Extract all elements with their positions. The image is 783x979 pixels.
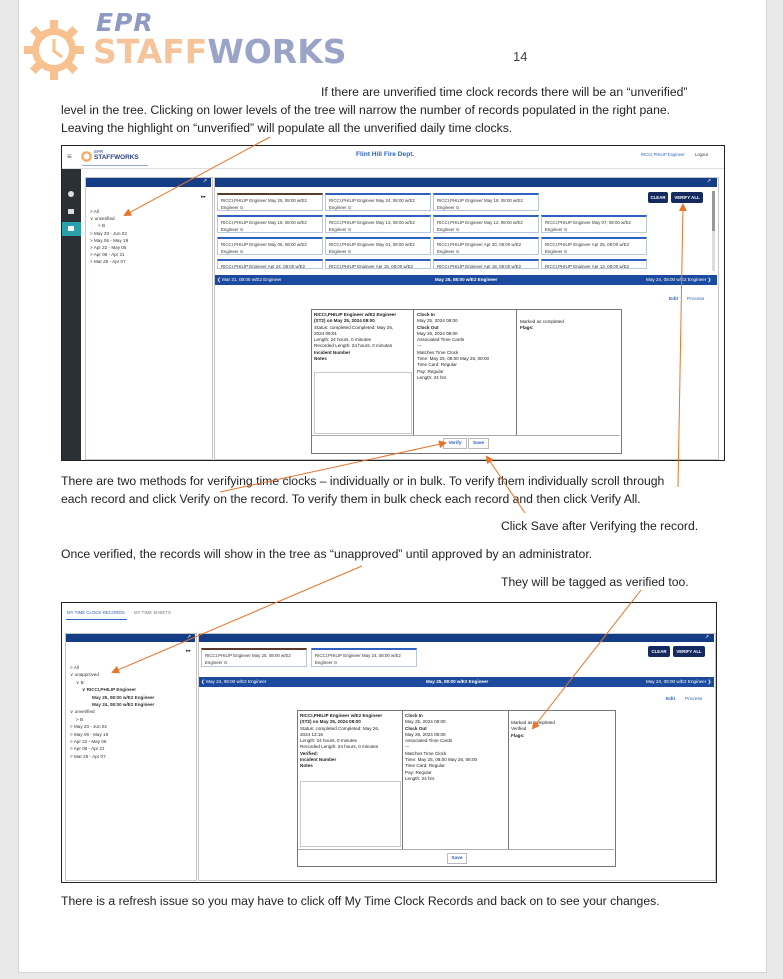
tree-item-unverified[interactable]: ∨ unverified	[90, 216, 115, 222]
tree-item-b[interactable]: > B	[98, 223, 106, 229]
tree-item-range-1[interactable]: > May 20 - Jun 02	[90, 230, 127, 236]
save-button[interactable]: Save	[447, 853, 467, 864]
prev-record-link[interactable]: ❮ May 24, 08:00 w/E2 Engineer	[201, 679, 267, 684]
record-card[interactable]: RICCI,PHILIP Engineer Apr 24, 08:00 w/E2	[217, 259, 323, 269]
record-card[interactable]: RICCI,PHILIP Engineer May 13, 08:00 w/E2 Engineer ⊙	[325, 215, 431, 233]
detail-column-summary: RICCI,PHILIP Engineer w/E2 Engineer (ST2) on May 25, 2024 08:00 Status: completed Completed: May 26, 2024 13:16 Length: 24 hours, 0 minutes Recorded Length: 24 hours, 0 minutes Verified: Incident Number Notes	[300, 713, 383, 769]
next-record-link[interactable]: May 24, 08:00 w/E2 Engineer ❯	[646, 277, 712, 282]
logout-link[interactable]: Logout	[695, 152, 708, 157]
clear-button[interactable]: CLEAR	[648, 192, 668, 203]
hamburger-menu-icon[interactable]: ≡	[67, 152, 72, 161]
tree-expand-icon[interactable]: ➚	[187, 634, 192, 640]
tree-item-range-4[interactable]: > Apr 08 - Apr 21	[90, 252, 125, 258]
tree-item-range-2[interactable]: > May 06 - May 19	[90, 237, 129, 243]
app-logo-name: STAFFWORKS	[94, 154, 139, 161]
paragraph-1-line-3: Leaving the highlight on “unverified” will populate all the unverified daily time clocks.	[61, 121, 513, 135]
tab-my-time-sheets[interactable]: MY TIME SHEETS	[134, 610, 171, 615]
paragraph-3: Click Save after Verifying the record.	[501, 519, 699, 533]
paragraph-2-line-2: each record and click Verify on the record. To verify them in bulk check each record and then click Verify All.	[61, 492, 641, 506]
record-card[interactable]: RICCI,PHILIP Engineer May 24, 08:00 w/E2 Engineer ⊙	[311, 648, 417, 667]
paragraph-2-line-1: There are two methods for verifying time clocks – individually or in bulk. To verify them individually scroll through	[61, 474, 665, 488]
arrow-to-verify-button	[220, 443, 445, 492]
tree-item-range-4[interactable]: > Apr 08 - Apr 21	[70, 746, 105, 752]
detail-column-flags: Marked as completed Flags:	[520, 319, 564, 331]
tree-item-range-2[interactable]: > May 06 - May 19	[70, 731, 109, 737]
tree-item-all[interactable]: > All	[70, 665, 79, 670]
detail-column-flags: Marked as completed Verified Flags:	[511, 720, 555, 738]
edit-link[interactable]: Edit	[666, 697, 676, 702]
arrow-to-unapproved-tree	[113, 566, 362, 672]
tree-item-range-5[interactable]: > Mar 25 - Apr 07	[90, 259, 126, 265]
record-card[interactable]: RICCI,PHILIP Engineer May 06, 08:00 w/E2 Engineer ⊙	[217, 237, 323, 255]
arrow-to-verify-all-button	[678, 205, 683, 487]
process-link[interactable]: Process	[687, 297, 705, 302]
department-title: Flint Hill Fire Dept.	[356, 151, 415, 158]
tree-item-range-1[interactable]: > May 20 - Jun 02	[70, 724, 107, 730]
clear-button[interactable]: CLEAR	[648, 646, 670, 657]
paragraph-5: They will be tagged as verified too.	[501, 575, 689, 589]
next-record-link[interactable]: May 24, 08:00 w/E2 Engineer ❯	[646, 679, 712, 684]
verify-button[interactable]: Verify	[443, 438, 467, 449]
records-expand-icon[interactable]: ➚	[707, 178, 712, 184]
edit-link[interactable]: Edit	[669, 297, 679, 302]
paragraph-1-line-1: If there are unverified time clock records there will be an “unverified”	[321, 85, 688, 99]
tree-expand-icon[interactable]: ➚	[203, 178, 208, 184]
detail-column-clock: Clock In May 25, 2024 08:00 Clock Out May 26, 2024 08:00 Associated Time Cards --- Matches Time Clock Time: May 25, 08:00 May 26, 08:00 Time Card: Regular Pay: Regular Length: 24 hrs	[405, 713, 478, 781]
prev-record-link[interactable]: ❮ Mar 21, 08:00 w/E2 Engineer	[217, 277, 282, 282]
logo-staffworks-text: STAFFWORKS	[93, 32, 347, 71]
record-card[interactable]: RICCI,PHILIP Engineer Apr 30, 08:00 w/E2 Engineer ⊙	[433, 237, 539, 255]
logo-epr-text: EPR	[96, 8, 154, 37]
tree-item-range-3[interactable]: > Apr 22 - May 05	[90, 245, 127, 251]
record-card[interactable]: RICCI,PHILIP Engineer Apr 13, 08:00 w/E2	[541, 259, 647, 269]
arrow-to-verified-flag	[533, 590, 641, 728]
tree-item-unapproved[interactable]: ∨ unapproved	[70, 672, 99, 678]
tree-item-b[interactable]: ∨ B	[76, 679, 84, 685]
tree-item-range-5[interactable]: > Mar 25 - Apr 07	[70, 753, 106, 759]
detail-column-summary: RICCI,PHILIP Engineer w/E2 Engineer (ST2) on May 25, 2024 08:00 Status: completed Completed: May 26, 2024 09:01 Length: 24 hours, 0 minutes Recorded Length: 24 hours, 0 minutes Incident Number Notes	[314, 312, 397, 362]
verify-all-button[interactable]: VERIFY ALL	[671, 192, 703, 203]
record-card[interactable]: RICCI,PHILIP Engineer May 19, 08:00 w/E2 Engineer ⊙	[433, 193, 539, 211]
verify-all-button[interactable]: VERIFY ALL	[673, 646, 705, 657]
current-record-label: May 25, 08:00 w/E2 Engineer	[435, 277, 498, 282]
tree-item-range-3[interactable]: > Apr 22 - May 05	[70, 739, 107, 745]
user-name-link[interactable]: RICCI,PHILIP Engineer	[641, 152, 685, 157]
record-card[interactable]: RICCI,PHILIP Engineer May 07, 08:00 w/E2 Engineer ⊙	[541, 215, 647, 233]
tree-item-record[interactable]: May 25, 08:00 w/E2 Engineer	[92, 694, 155, 700]
app-logo-epr: EPR	[94, 149, 104, 154]
record-card[interactable]: RICCI,PHILIP Engineer May 24, 08:00 w/E2 Engineer ⊙	[325, 193, 431, 211]
tab-my-time-clock-records[interactable]: MY TIME CLOCK RECORDS	[67, 610, 125, 615]
tree-item-b[interactable]: > B	[76, 716, 84, 722]
paragraph-1-line-2: level in the tree. Clicking on lower levels of the tree will narrow the number of records populated in the right pane.	[61, 103, 671, 117]
detail-column-clock: Clock In May 25, 2024 08:00 Clock Out May 26, 2024 08:00 Associated Time Cards --- Matches Time Clock Time: May 25, 08:00 May 26, 08:00 Time Card: Regular Pay: Regular Length: 24 hrs	[417, 312, 490, 380]
tree-item-record[interactable]: May 24, 08:00 w/E2 Engineer	[92, 702, 155, 708]
record-card[interactable]: RICCI,PHILIP Engineer May 01, 08:00 w/E2 Engineer ⊙	[325, 237, 431, 255]
tree-item-unverified[interactable]: ∨ unverified	[70, 709, 95, 715]
records-expand-icon[interactable]: ➚	[705, 634, 710, 640]
tree-item-all[interactable]: > All	[90, 209, 99, 214]
record-card[interactable]: RICCI,PHILIP Engineer May 12, 08:00 w/E2 Engineer ⊙	[433, 215, 539, 233]
record-card[interactable]: RICCI,PHILIP Engineer May 25, 08:00 w/E2 Engineer ⊙	[201, 648, 307, 667]
arrow-to-save-button	[487, 457, 525, 513]
paragraph-6: There is a refresh issue so you may have to click off My Time Clock Records and back on to see your changes.	[61, 894, 660, 908]
process-link[interactable]: Process	[685, 697, 703, 702]
record-card[interactable]: RICCI,PHILIP Engineer Apr 25, 08:00 w/E2 Engineer ⊙	[541, 237, 647, 255]
record-card[interactable]: RICCI,PHILIP Engineer May 25, 08:00 w/E2 Engineer ⊙	[217, 193, 323, 211]
arrow-to-unverified-tree	[125, 137, 270, 215]
tree-item-person[interactable]: ∨ RICCI,PHILIP Engineer	[82, 687, 137, 693]
save-button[interactable]: Save	[468, 438, 489, 449]
page-number: 14	[513, 49, 528, 64]
record-card[interactable]: RICCI,PHILIP Engineer Apr 19, 08:00 w/E2	[325, 259, 431, 269]
record-card[interactable]: RICCI,PHILIP Engineer Apr 18, 08:00 w/E2	[433, 259, 539, 269]
record-card[interactable]: RICCI,PHILIP Engineer May 18, 08:00 w/E2 Engineer ⊙	[217, 215, 323, 233]
current-record-label: May 25, 08:00 w/E2 Engineer	[426, 679, 489, 684]
paragraph-4: Once verified, the records will show in the tree as “unapproved” until approved by an administrator.	[61, 547, 593, 561]
tree-collapse-toggle-icon[interactable]: ▸▸	[201, 194, 207, 200]
tree-collapse-toggle-icon[interactable]: ▸▸	[186, 648, 192, 654]
